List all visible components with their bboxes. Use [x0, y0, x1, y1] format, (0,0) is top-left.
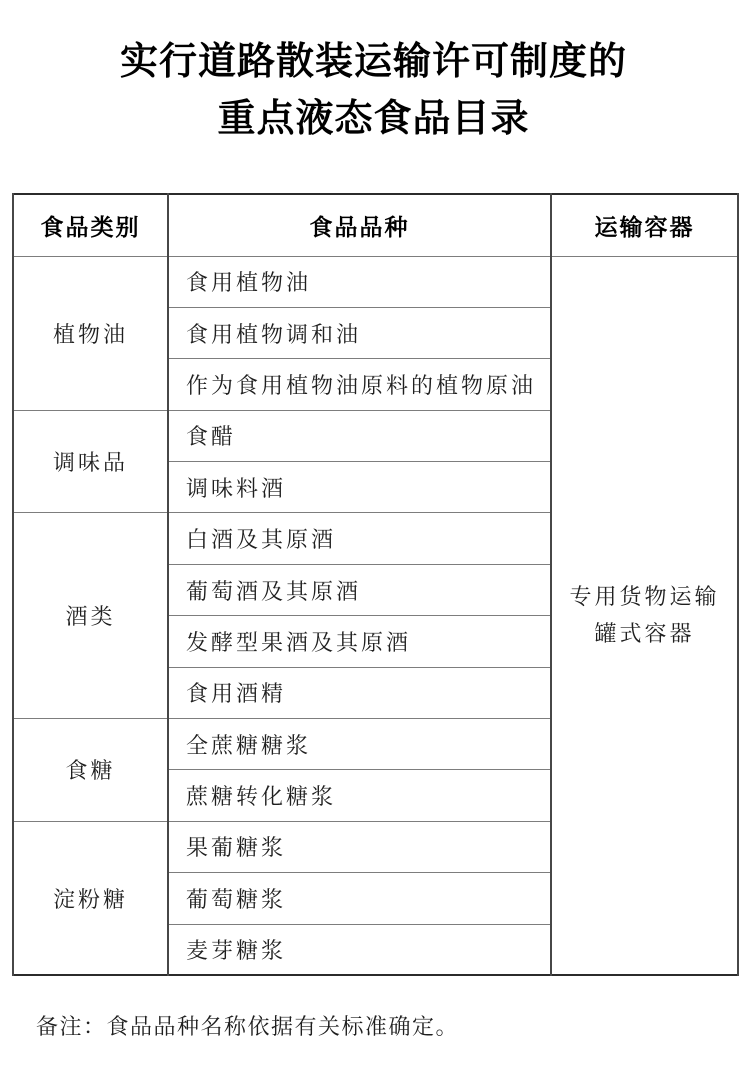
item-cell: 发酵型果酒及其原酒 [168, 616, 551, 667]
col-header-transport-container: 运输容器 [551, 194, 738, 256]
page-title [0, 34, 747, 148]
footnote: 备注：食品品种名称依据有关标准确定。 [36, 1014, 460, 1039]
category-cell-vegetable-oil: 植物油 [13, 256, 168, 410]
item-cell: 作为食用植物油原料的植物原油 [168, 359, 551, 410]
page-title-line1: 实行道路散装运输许可制度的 [119, 41, 627, 83]
item-cell: 蔗糖转化糖浆 [168, 770, 551, 821]
item-cell: 食用植物油 [168, 256, 551, 307]
col-header-food-variety: 食品品种 [168, 194, 551, 256]
category-cell-alcohol: 酒类 [13, 513, 168, 719]
item-cell: 葡萄酒及其原酒 [168, 564, 551, 615]
item-cell: 调味料酒 [168, 462, 551, 513]
item-cell: 全蔗糖糖浆 [168, 719, 551, 770]
container-text-line1: 专用货物运输 [569, 584, 720, 610]
item-cell: 麦芽糖浆 [168, 924, 551, 975]
page-title-line2: 重点液态食品目录 [217, 98, 530, 140]
item-cell: 食用植物调和油 [168, 307, 551, 358]
col-header-food-category: 食品类别 [13, 194, 168, 256]
item-cell: 食醋 [168, 410, 551, 461]
transport-container-cell [551, 256, 738, 975]
item-cell: 果葡糖浆 [168, 821, 551, 872]
table-row [13, 256, 738, 307]
category-cell-starch-sugar: 淀粉糖 [13, 821, 168, 975]
category-cell-sugar: 食糖 [13, 719, 168, 822]
item-cell: 食用酒精 [168, 667, 551, 718]
item-cell: 葡萄糖浆 [168, 873, 551, 924]
container-text-line2: 罐式容器 [594, 621, 695, 647]
category-cell-condiments: 调味品 [13, 410, 168, 513]
table-header-row [13, 194, 738, 256]
item-cell: 白酒及其原酒 [168, 513, 551, 564]
food-catalog-table [12, 193, 739, 976]
